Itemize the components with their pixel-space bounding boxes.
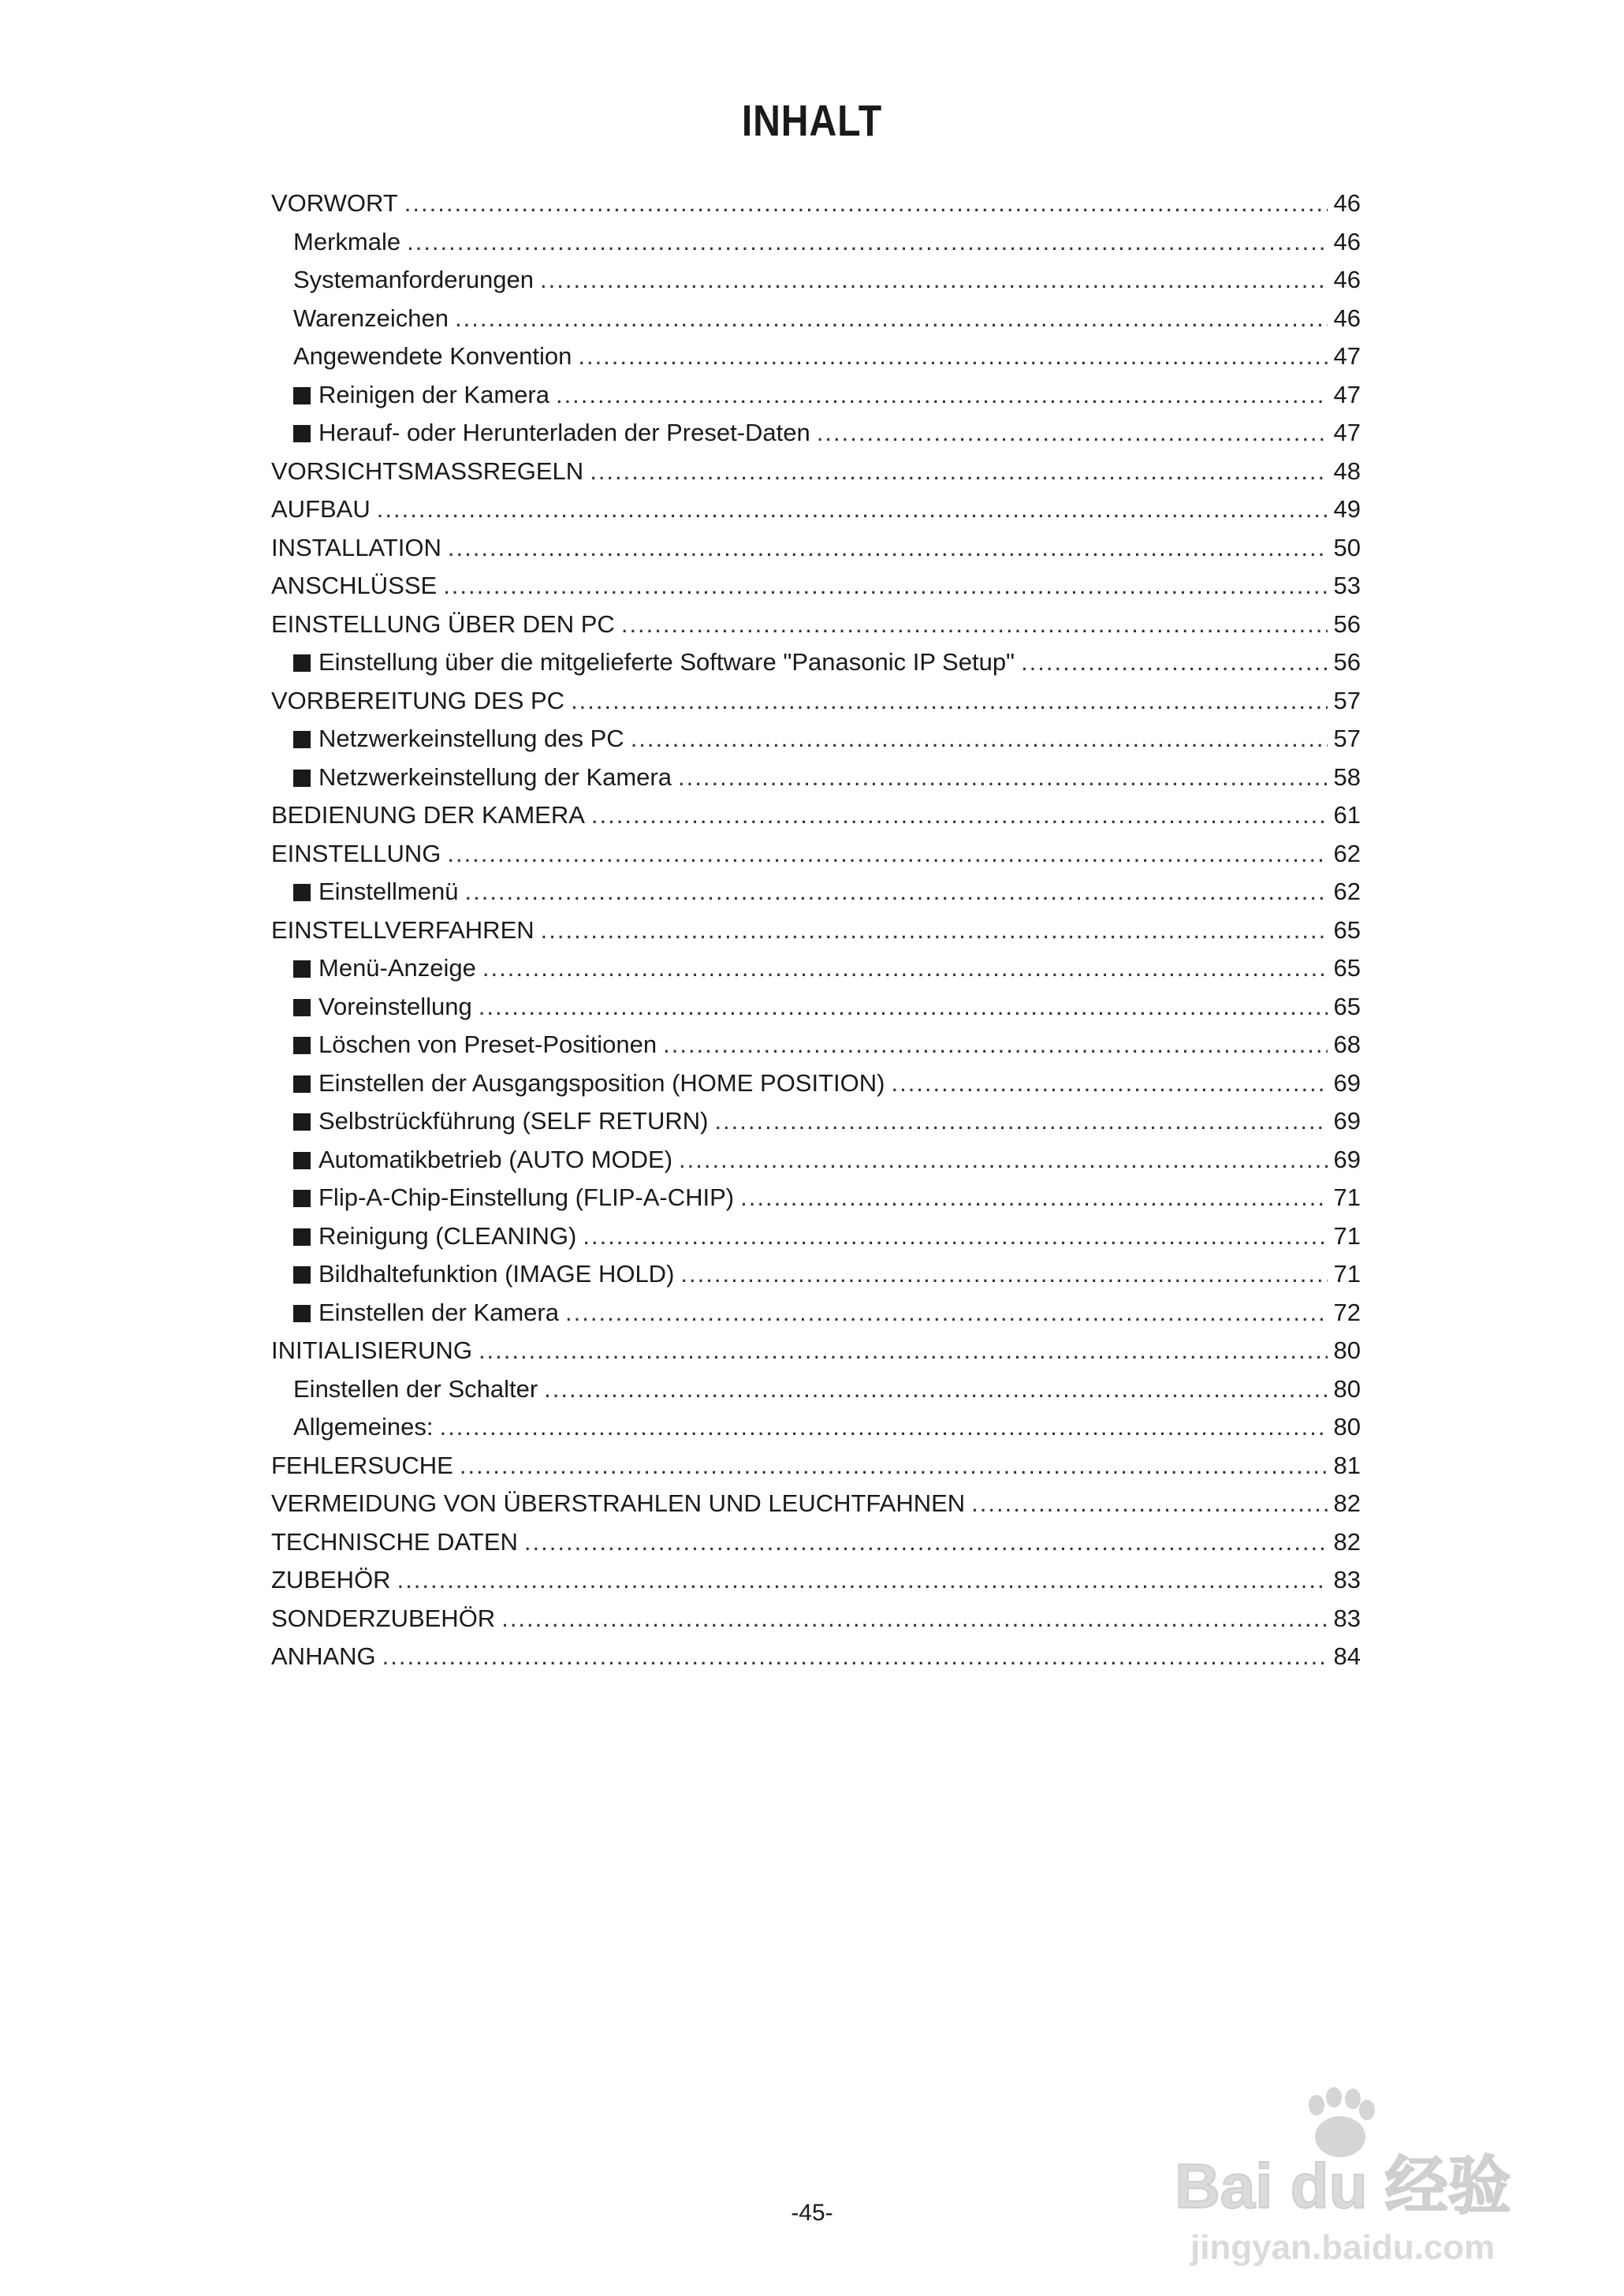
toc-entry-page: 82 — [1333, 1527, 1361, 1556]
square-bullet-icon — [293, 1113, 311, 1131]
toc-entry-label: VORBEREITUNG DES PC — [271, 686, 565, 714]
toc-entry — [271, 529, 1361, 568]
square-bullet-icon — [293, 1266, 311, 1284]
square-bullet-icon — [293, 1190, 311, 1207]
toc-entry-page: 69 — [1333, 1068, 1361, 1097]
toc-entry — [271, 1638, 1361, 1676]
toc-entry-label: Selbstrückführung (SELF RETURN) — [318, 1107, 709, 1135]
toc-entry-label: Einstellung über die mitgelieferte Software "Panasonic IP Setup" — [318, 648, 1015, 676]
toc-entry — [271, 1408, 1361, 1447]
toc-entry-label: Reinigung (CLEANING) — [318, 1221, 577, 1250]
toc-entry-page: 56 — [1333, 648, 1361, 676]
dot-leader — [377, 490, 1328, 529]
paw-toe-icon — [1326, 2087, 1342, 2108]
toc-entry — [271, 490, 1361, 529]
toc-entry-label: Einstellmenü — [318, 878, 459, 905]
toc-entry-label: EINSTELLUNG ÜBER DEN PC — [271, 609, 615, 638]
toc-entry-label: VORWORT — [271, 189, 398, 217]
svg-text:jingyan.baidu.com: jingyan.baidu.com — [1190, 2228, 1495, 2267]
dot-leader — [583, 1217, 1327, 1256]
dot-leader — [578, 337, 1327, 376]
toc-entry-label: VERMEIDUNG VON ÜBERSTRAHLEN UND LEUCHTFAHNEN — [271, 1489, 966, 1517]
dot-leader — [439, 1408, 1327, 1447]
toc-entry-page: 82 — [1333, 1489, 1361, 1517]
dot-leader — [541, 911, 1328, 950]
dot-leader — [455, 300, 1328, 338]
toc-entry-page: 71 — [1333, 1183, 1361, 1211]
toc-entry-label: FEHLERSUCHE — [271, 1451, 453, 1479]
toc-entry-page: 58 — [1333, 762, 1361, 791]
toc-entry-label: Voreinstellung — [318, 992, 472, 1020]
square-bullet-icon — [293, 387, 311, 404]
toc-entry-label: SONDERZUBEHÖR — [271, 1604, 496, 1632]
toc-entry-label: Reinigen der Kamera — [318, 380, 549, 408]
toc-entry — [271, 606, 1361, 644]
toc-entry-page: 71 — [1333, 1260, 1361, 1288]
toc-entry — [271, 1561, 1361, 1600]
toc-entry-page: 72 — [1333, 1298, 1361, 1326]
toc-entry-page: 65 — [1333, 992, 1361, 1020]
dot-leader — [565, 1294, 1328, 1332]
toc-entry — [271, 1447, 1361, 1485]
baidu-jingyan-watermark — [1159, 2082, 1553, 2271]
toc-entry-page: 80 — [1333, 1413, 1361, 1441]
toc-entry-page: 46 — [1333, 304, 1361, 332]
toc-entry — [271, 1255, 1361, 1294]
toc-entry — [271, 376, 1361, 415]
toc-entry-label: Netzwerkeinstellung des PC — [318, 725, 624, 752]
dot-leader — [501, 1600, 1327, 1638]
dot-leader — [479, 1332, 1328, 1370]
toc-entry — [271, 300, 1361, 338]
dot-leader — [590, 453, 1327, 491]
toc-entry — [271, 414, 1361, 453]
toc-entry — [271, 223, 1361, 262]
dot-leader — [482, 949, 1328, 988]
toc-entry — [271, 1332, 1361, 1370]
dot-leader — [407, 223, 1327, 262]
square-bullet-icon — [293, 770, 311, 787]
toc-entry — [271, 567, 1361, 606]
toc-entry — [271, 453, 1361, 491]
toc-entry — [271, 1102, 1361, 1141]
dot-leader — [631, 720, 1328, 758]
toc-entry-page: 57 — [1333, 725, 1361, 752]
dot-leader — [479, 988, 1328, 1027]
toc-entry — [271, 1523, 1361, 1562]
toc-entry — [271, 988, 1361, 1027]
toc-entry-label: ANHANG — [271, 1642, 376, 1670]
toc-entry-label: INSTALLATION — [271, 533, 441, 561]
dot-leader — [714, 1102, 1327, 1141]
toc-entry-page: 48 — [1333, 457, 1361, 485]
toc-entry-page: 83 — [1333, 1604, 1361, 1632]
square-bullet-icon — [293, 1305, 311, 1322]
toc-entry-label: VORSICHTSMASSREGELN — [271, 457, 584, 485]
toc-entry-label: Allgemeines: — [293, 1413, 434, 1441]
toc-entry-page: 71 — [1333, 1221, 1361, 1250]
toc-entry-label: EINSTELLVERFAHREN — [271, 915, 535, 944]
toc-entry-label: Warenzeichen — [293, 304, 449, 332]
dot-leader — [679, 1141, 1327, 1180]
toc-entry-page: 62 — [1333, 839, 1361, 867]
toc-entry-page: 65 — [1333, 915, 1361, 944]
toc-entry-label: Einstellen der Schalter — [293, 1374, 538, 1403]
toc-entry — [271, 758, 1361, 797]
square-bullet-icon — [293, 1037, 311, 1054]
dot-leader — [460, 1447, 1328, 1485]
toc-entry — [271, 949, 1361, 988]
toc-entry — [271, 1179, 1361, 1217]
dot-leader — [404, 184, 1328, 223]
toc-entry-label: Automatikbetrieb (AUTO MODE) — [318, 1145, 673, 1173]
square-bullet-icon — [293, 1228, 311, 1246]
square-bullet-icon — [293, 999, 311, 1016]
dot-leader — [621, 606, 1328, 644]
toc-entry-page: 80 — [1333, 1374, 1361, 1403]
svg-text:Bai du 经验: Bai du 经验 — [1175, 2151, 1511, 2221]
square-bullet-icon — [293, 425, 311, 442]
toc-entry — [271, 835, 1361, 874]
toc-entry-label: Einstellen der Kamera — [318, 1298, 559, 1326]
toc-entry — [271, 796, 1361, 835]
dot-leader — [448, 529, 1328, 568]
paw-toe-icon — [1309, 2095, 1324, 2115]
toc-entry-page: 81 — [1333, 1451, 1361, 1479]
toc-entry-label: Herauf- oder Herunterladen der Preset-Daten — [318, 419, 810, 446]
toc-entry — [271, 184, 1361, 223]
toc-entry-label: BEDIENUNG DER KAMERA — [271, 801, 585, 829]
dot-leader — [591, 796, 1328, 835]
page-number: -45- — [791, 2200, 833, 2226]
toc-entry-page: 47 — [1333, 380, 1361, 408]
dot-leader — [544, 1370, 1327, 1409]
dot-leader — [817, 414, 1328, 453]
toc-entry — [271, 873, 1361, 911]
toc-entry-page: 49 — [1333, 495, 1361, 523]
toc-entry — [271, 261, 1361, 300]
toc-entry-label: Einstellen der Ausgangsposition (HOME POSITION) — [318, 1068, 885, 1097]
page-title: INHALT — [741, 95, 883, 145]
toc-entry-page: 56 — [1333, 609, 1361, 638]
toc-entry — [271, 1485, 1361, 1523]
dot-leader — [540, 261, 1327, 300]
toc-entry-page: 46 — [1333, 227, 1361, 255]
dot-leader — [680, 1255, 1327, 1294]
paw-toe-icon — [1359, 2100, 1375, 2120]
dot-leader — [678, 758, 1328, 797]
toc-entry-page: 50 — [1333, 533, 1361, 561]
square-bullet-icon — [293, 884, 311, 901]
toc-entry-page: 80 — [1333, 1336, 1361, 1364]
toc-entry-label: ZUBEHÖR — [271, 1566, 391, 1593]
toc-entry-page: 68 — [1333, 1031, 1361, 1058]
square-bullet-icon — [293, 960, 311, 978]
toc-entry — [271, 337, 1361, 376]
toc-entry-page: 83 — [1333, 1566, 1361, 1593]
dot-leader — [447, 835, 1327, 874]
dot-leader — [891, 1064, 1327, 1103]
toc-entry-label: Netzwerkeinstellung der Kamera — [318, 762, 672, 791]
square-bullet-icon — [293, 1152, 311, 1169]
toc-entry — [271, 1026, 1361, 1064]
toc-entry-page: 69 — [1333, 1107, 1361, 1135]
toc-entry-page: 65 — [1333, 954, 1361, 982]
paw-toe-icon — [1345, 2089, 1361, 2109]
toc-entry-label: INITIALISIERUNG — [271, 1336, 472, 1364]
dot-leader — [397, 1561, 1328, 1600]
dot-leader — [740, 1179, 1327, 1217]
dot-leader — [663, 1026, 1327, 1064]
dot-leader — [971, 1485, 1327, 1523]
toc-entry-label: Menü-Anzeige — [318, 954, 476, 982]
dot-leader — [464, 873, 1327, 911]
dot-leader — [382, 1638, 1328, 1676]
toc-entry-label: TECHNISCHE DATEN — [271, 1527, 518, 1556]
toc-entry-page: 46 — [1333, 266, 1361, 293]
dot-leader — [524, 1523, 1328, 1562]
toc-entry-label: Angewendete Konvention — [293, 342, 572, 370]
toc-entry-label: Merkmale — [293, 227, 401, 255]
toc-entry-page: 84 — [1333, 1642, 1361, 1670]
dot-leader — [443, 567, 1327, 606]
toc-entry — [271, 682, 1361, 721]
square-bullet-icon — [293, 731, 311, 748]
toc-entry-page: 61 — [1333, 801, 1361, 829]
toc-entry-label: Löschen von Preset-Positionen — [318, 1031, 657, 1058]
square-bullet-icon — [293, 1075, 311, 1093]
dot-leader — [571, 682, 1327, 721]
toc-entry — [271, 1370, 1361, 1409]
toc-entry-label: ANSCHLÜSSE — [271, 572, 438, 599]
toc-entry-label: EINSTELLUNG — [271, 839, 441, 867]
toc-entry — [271, 911, 1361, 950]
toc-entry — [271, 643, 1361, 682]
toc-entry-page: 69 — [1333, 1145, 1361, 1173]
toc-entry-page: 62 — [1333, 878, 1361, 905]
dot-leader — [556, 376, 1328, 415]
toc-entry — [271, 1141, 1361, 1180]
toc-entry — [271, 1217, 1361, 1256]
toc-entry-page: 53 — [1333, 572, 1361, 599]
toc-entry — [271, 1294, 1361, 1332]
toc-entry-label: Systemanforderungen — [293, 266, 535, 293]
table-of-contents — [271, 184, 1361, 1676]
toc-entry-page: 46 — [1333, 189, 1361, 217]
toc-entry-page: 47 — [1333, 342, 1361, 370]
toc-entry-label: Flip-A-Chip-Einstellung (FLIP-A-CHIP) — [318, 1183, 735, 1211]
toc-entry-page: 57 — [1333, 686, 1361, 714]
toc-entry — [271, 1600, 1361, 1638]
square-bullet-icon — [293, 654, 311, 672]
toc-entry — [271, 720, 1361, 758]
toc-entry — [271, 1064, 1361, 1103]
toc-entry-label: Bildhaltefunktion (IMAGE HOLD) — [318, 1260, 675, 1288]
toc-entry-label: AUFBAU — [271, 495, 371, 523]
dot-leader — [1021, 643, 1327, 682]
toc-entry-page: 47 — [1333, 419, 1361, 446]
